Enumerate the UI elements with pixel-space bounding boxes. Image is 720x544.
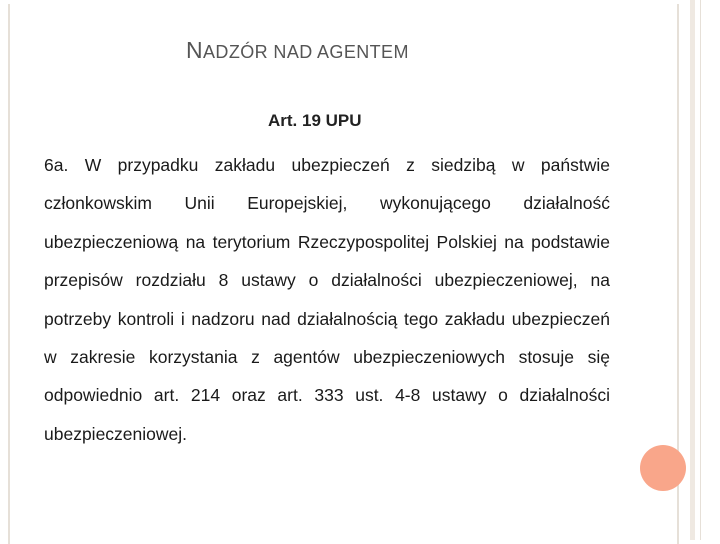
article-body-text: 6a. W przypadku zakładu ubezpieczeń z siedzibą w państwie członkowskim Unii Europejskiej, wykonującego działalność ubezpieczeniową na terytorium Rzeczypospolitej Polskiej na podstawie przepisów rozdziału 8 ustawy o działalności ubezpieczeniowej, na potrzeby kontroli i nadzoru nad działalnością tego zakładu ubezpieczeń w zakresie korzystania z agentów ubezpieczeniowych stosuje się odpowiednio art. 214 oraz art. 333 ust. 4-8 ustawy o działalności ubezpieczeniowej. xyxy=(44,155,610,444)
slide-title-rest: ADZÓR NAD AGENTEM xyxy=(203,42,409,62)
slide-title-initial: N xyxy=(186,37,204,63)
accent-circle-decoration xyxy=(640,445,686,491)
slide-title xyxy=(186,37,409,64)
right-decorative-bar xyxy=(690,0,695,540)
right-decorative-line xyxy=(700,0,701,540)
article-reference: Art. 19 UPU xyxy=(268,111,362,130)
